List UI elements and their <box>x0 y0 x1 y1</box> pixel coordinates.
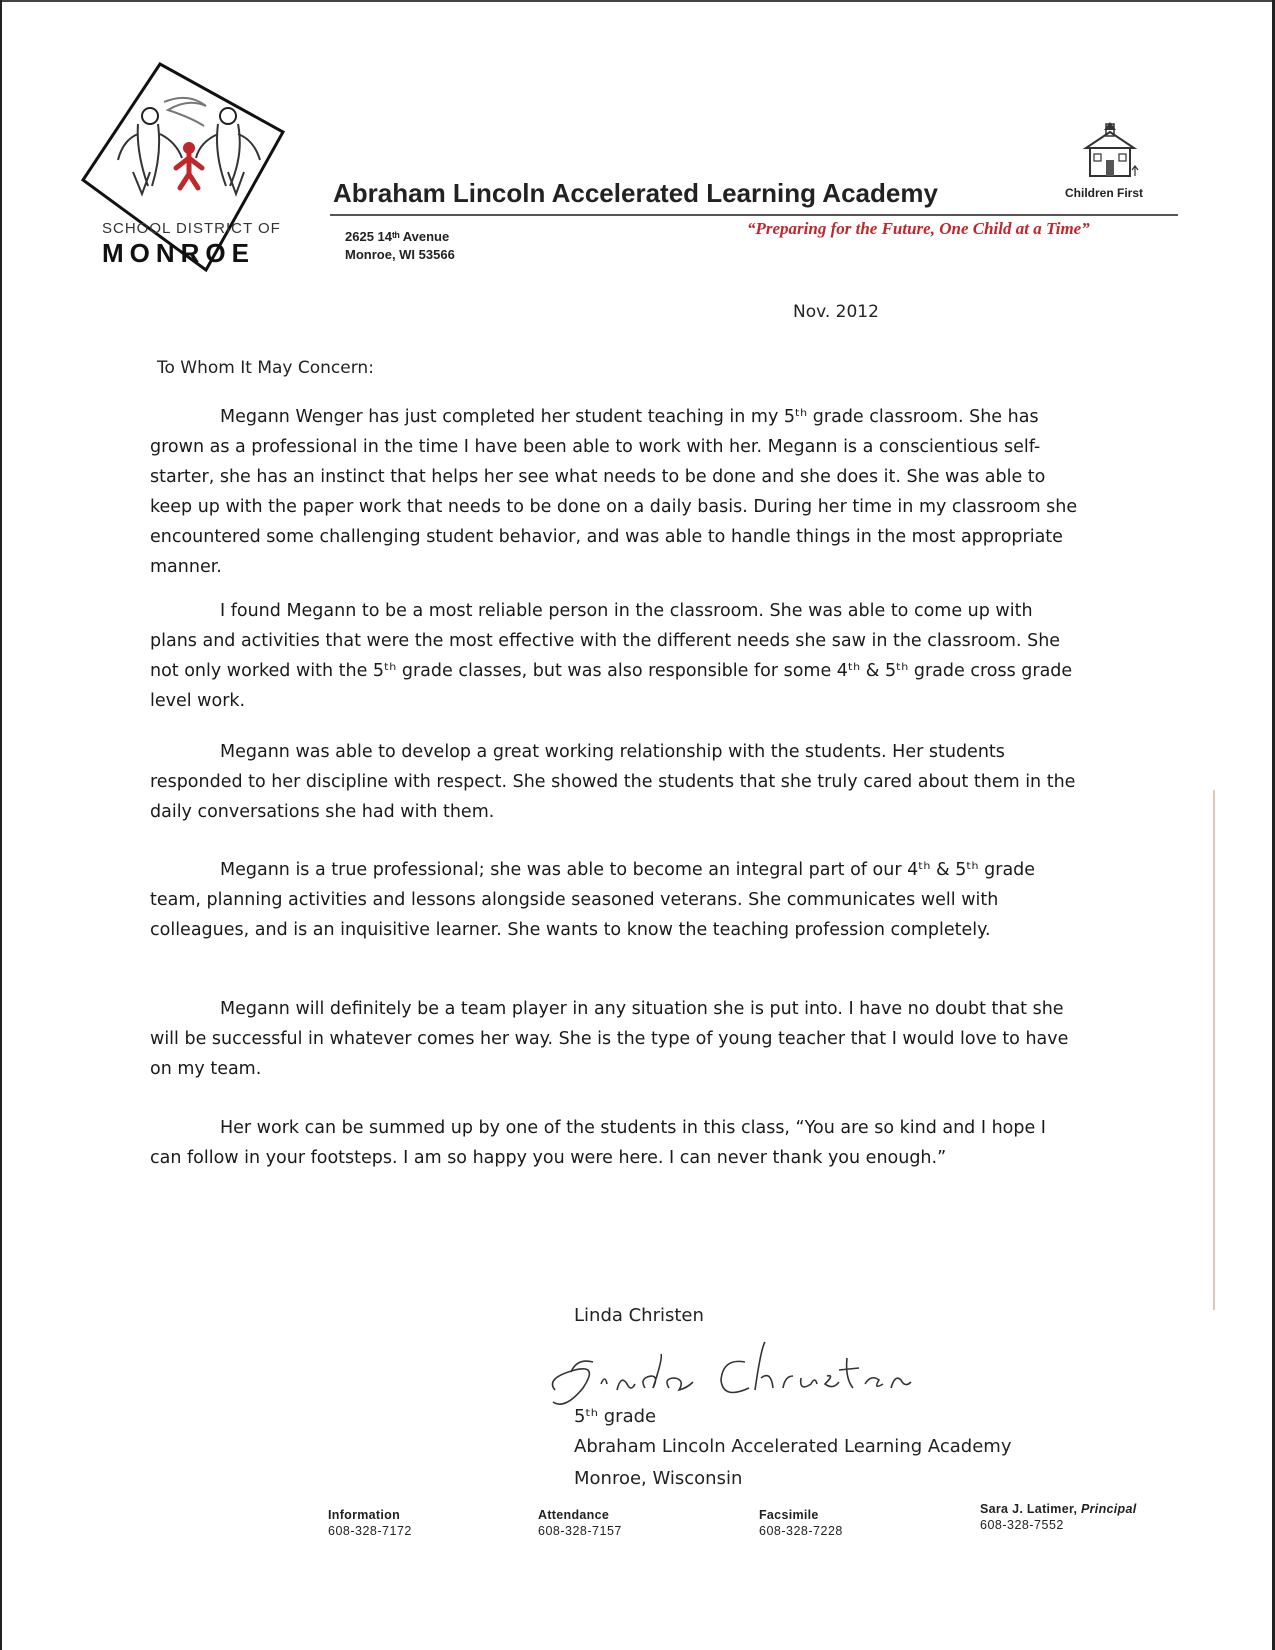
body-paragraph: Megann is a true professional; she was able to become an integral part of our 4ᵗʰ & 5ᵗʰ grade team, planning activities and lessons alongside seasoned veterans. She communicates well with colleagues, and is an inquisitive learner. She wants to know the teaching profession completely. <box>150 860 1036 940</box>
school-name: Abraham Lincoln Accelerated Learning Academy <box>333 178 938 208</box>
letter-date: Nov. 2012 <box>793 302 879 322</box>
schoolhouse-icon <box>1080 122 1142 182</box>
footer-facsimile <box>759 1508 843 1538</box>
footer-phone: 608-328-7228 <box>759 1524 843 1538</box>
footer-information <box>328 1508 412 1538</box>
signer-printed-name: Linda Christen <box>574 1305 704 1326</box>
body-paragraph: Her work can be summed up by one of the students in this class, “You are so kind and I hope I can follow in your footsteps. I am so happy you were here. I can never thank you enough.” <box>150 1118 1046 1168</box>
school-motto: “Preparing for the Future, One Child at a Time” <box>747 219 1090 238</box>
footer-label: Information <box>328 1508 401 1522</box>
footer-label: Attendance <box>538 1508 610 1522</box>
handwritten-signature <box>535 1318 955 1418</box>
footer-attendance <box>538 1508 622 1538</box>
page-edge-top <box>0 0 1275 2</box>
principal-title: Principal <box>1081 1502 1137 1516</box>
footer-label: Facsimile <box>759 1508 819 1522</box>
footer-phone: 608-328-7157 <box>538 1524 622 1538</box>
header-divider <box>330 214 1178 216</box>
signer-location: Monroe, Wisconsin <box>574 1468 743 1489</box>
signer-school: Abraham Lincoln Accelerated Learning Academy <box>574 1436 1012 1457</box>
district-city: MONROE <box>102 238 255 268</box>
address-city: Monroe, WI 53566 <box>345 247 455 262</box>
scan-margin-mark <box>1213 790 1215 1310</box>
body-paragraph: I found Megann to be a most reliable person in the classroom. She was able to come up with plans and activities that were the most effective with the different needs she saw in the classroom. She not only worked with the 5ᵗʰ grade classes, but was also responsible for some 4ᵗʰ & 5ᵗʰ grade cross grade level work. <box>150 601 1073 711</box>
page-edge-left <box>0 0 2 1650</box>
footer-label <box>980 1502 1137 1516</box>
footer-principal <box>980 1502 1137 1532</box>
address-street: 2625 14ᵗʰ Avenue <box>345 229 450 244</box>
footer-phone: 608-328-7552 <box>980 1518 1064 1532</box>
body-paragraph: Megann Wenger has just completed her student teaching in my 5ᵗʰ grade classroom. She has grown as a professional in the time I have been able to work with her. Megann is a conscientious self-starter, she has an instinct that helps her see what needs to be done and she does it. She was able to keep up with the paper work that needs to be done on a daily basis. During her time in my classroom she encountered some challenging student behavior, and was able to handle things in the most appropriate manner. <box>150 407 1078 577</box>
salutation: To Whom It May Concern: <box>157 358 374 378</box>
tagline: Children First <box>1065 186 1144 200</box>
principal-name: Sara J. Latimer, <box>980 1502 1078 1516</box>
district-name: SCHOOL DISTRICT OF <box>102 220 281 237</box>
body-paragraph: Megann will definitely be a team player in any situation she is put into. I have no doubt that she will be successful in whatever comes her way. She is the type of young teacher that I would love to have on my team. <box>150 999 1069 1079</box>
signer-grade: 5ᵗʰ grade <box>574 1406 657 1427</box>
body-paragraph: Megann was able to develop a great working relationship with the students. Her students responded to her discipline with respect. She showed the students that she truly cared about them in the daily conversations she had with them. <box>150 742 1076 822</box>
footer-phone: 608-328-7172 <box>328 1524 412 1538</box>
